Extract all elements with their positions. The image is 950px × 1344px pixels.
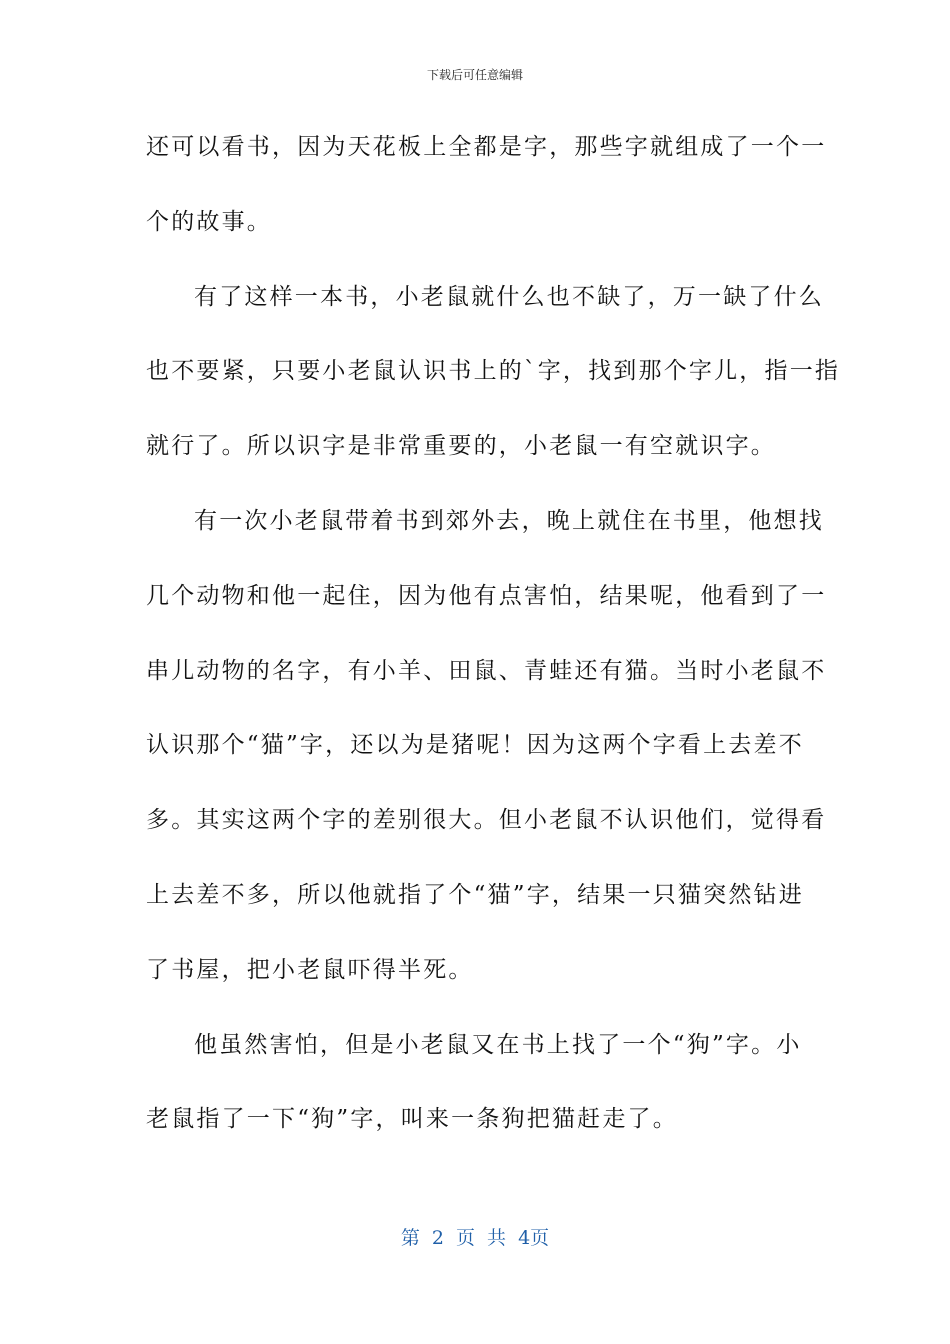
text-line: 就行了。所以识字是非常重要的，小老鼠一有空就识字。 [146, 433, 776, 460]
document-body [146, 110, 841, 1157]
text-line: 认识那个“猫”字，还以为是猪呢！因为这两个字看上去差不 [146, 732, 804, 759]
page-header: 下载后可任意编辑 [426, 68, 523, 82]
text-line: 老鼠指了一下“狗”字，叫来一条狗把猫赶走了。 [146, 1106, 678, 1133]
text-line: 多。其实这两个字的差别很大。但小老鼠不认识他们，觉得看 [146, 807, 827, 834]
paragraph-start-line: 他虽然害怕，但是小老鼠又在书上找了一个“狗”字。小 [194, 1031, 802, 1058]
text-line: 还可以看书，因为天花板上全都是字，那些字就组成了一个一 [146, 134, 827, 160]
paragraph-start-line: 有了这样一本书，小老鼠就什么也不缺了，万一缺了什么 [194, 283, 824, 310]
text-line: 也不要紧，只要小老鼠认识书上的`字，找到那个字儿，指一指 [146, 358, 841, 385]
text-line: 了书屋，把小老鼠吓得半死。 [146, 956, 474, 983]
text-line: 几个动物和他一起住，因为他有点害怕，结果呢，他看到了一 [146, 582, 827, 609]
text-line: 个的故事。 [146, 208, 272, 235]
paragraph-start-line: 有一次小老鼠带着书到郊外去，晚上就住在书里，他想找 [194, 507, 824, 534]
text-line: 上去差不多，所以他就指了个“猫”字，结果一只猫突然钻进 [146, 881, 804, 908]
text-line: 串儿动物的名字，有小羊、田鼠、青蛙还有猫。当时小老鼠不 [146, 657, 827, 684]
page-number-footer: 第 2 页 共 4页 [400, 1227, 550, 1249]
